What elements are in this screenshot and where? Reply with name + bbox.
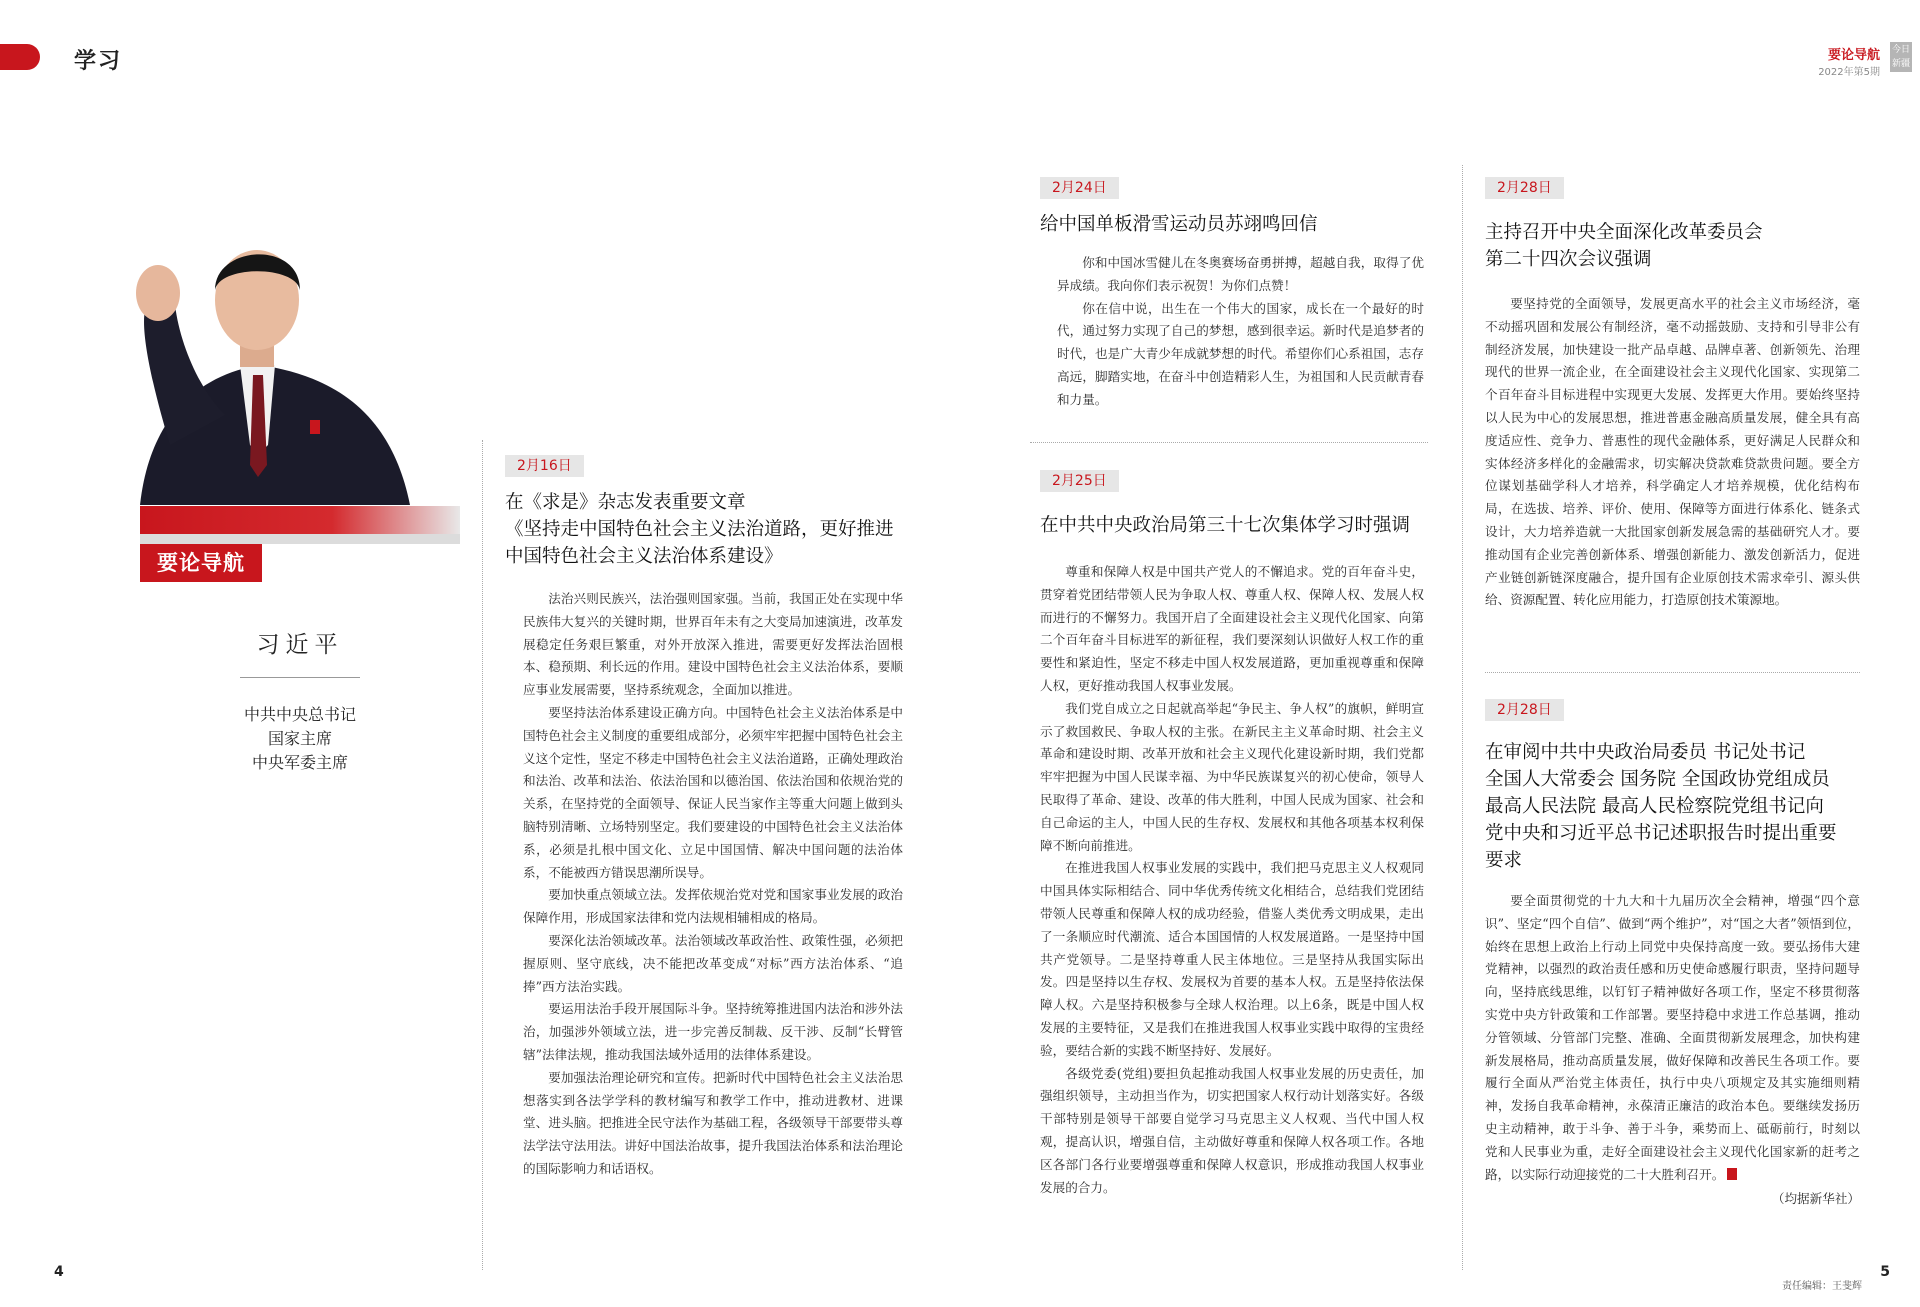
section-title: 学习 (74, 49, 123, 74)
header-brand: 要论导航 (1827, 48, 1880, 63)
title-line: 《坚持走中国特色社会主义法治道路，更好推进 (505, 519, 894, 540)
paragraph: 要坚持党的全面领导，发展更高水平的社会主义市场经济，毫不动摇巩固和发展公有制经济，毫不动摇鼓励、支持和引导非公有制经济发展，加快建设一批产品卓越、品牌卓著、创新领先、治理现代的世界一流企业，在全面建设社会主义现代化国家、实现第二个百年奋斗目标进程中实现更大发展、发挥更大作用。要始终坚持以人民为中心的发展思想，推进普惠金融高质量发展，健全具有高度适应性、竞争力、普惠性的现代金融体系，更好满足人民群众和实体经济多样化的金融需求，切实解决贷款难贷款贵问题。要全方位谋划基础学科人才培养，科学确定人才培养规模，优化结构布局，在选拔、培养、评价、使用、保障等方面进行体系化、链条式设计，大力培养造就一大批国家创新发展急需的基础研究人才。要推动国有企业完善创新体系、增强创新能力、激发创新活力，促进产业链创新链深度融合，提升国有企业原创技术需求牵引、源头供给、资源配置、转化应用能力，打造原创技术策源地。 (1485, 296, 1860, 608)
person-name: 习近平 (256, 632, 344, 658)
end-mark-icon (1727, 1168, 1737, 1180)
paragraph: 法治兴则民族兴，法治强则国家强。当前，我国正处在实现中华民族伟大复兴的关键时期，世界百年未有之大变局加速演进，改革发展稳定任务艰巨繁重，对外开放深入推进，需要更好发挥法治固根本、稳预期、利长远的作用。建设中国特色社会主义法治体系，要顺应事业发展需要，坚持系统观念，全面加以推进。 (523, 591, 903, 698)
name-divider (240, 677, 360, 678)
article-body (505, 588, 905, 1181)
paragraph: 你和中国冰雪健儿在冬奥赛场奋勇拼搏，超越自我，取得了优异成绩。我向你们表示祝贺！为你们点赞！ (1057, 255, 1424, 293)
paragraph: 尊重和保障人权是中国共产党人的不懈追求。党的百年奋斗史，贯穿着党团结带领人民为争取人权、尊重人权、保障人权、发展人权而进行的不懈努力。我国开启了全面建设社会主义现代化国家、向第二个百年奋斗目标进军的新征程，我们要深刻认识做好人权工作的重要性和紧迫性，坚定不移走中国人权发展道路，更加重视尊重和保障人权，更好推动我国人权事业发展。 (1040, 564, 1424, 693)
article-title (1485, 219, 1860, 273)
article-title (1040, 211, 1430, 238)
paragraph: 要加快重点领域立法。发挥依规治党对党和国家事业发展的政治保障作用，形成国家法律和党内法规相辅相成的格局。 (523, 887, 903, 926)
article-date: 2月25日 (1040, 470, 1119, 492)
source-credit: （均据新华社） (1771, 1191, 1860, 1207)
person-titles (200, 703, 400, 775)
title-line: 要求 (1485, 850, 1523, 871)
paragraph: 要加强法治理论研究和宣传。把新时代中国特色社会主义法治思想落实到各法学学科的教材编写和教学工作中，推动进教材、进课堂、进头脑。把推进全民守法作为基础工程，各级领导干部要带头尊法学法守法用法。讲好中国法治故事，提升我国法治体系和法治理论的国际影响力和话语权。 (523, 1069, 903, 1176)
title-line: 中国特色社会主义法治体系建设》 (505, 546, 783, 567)
grey-band (140, 534, 460, 544)
editor-credit: 责任编辑：王斐辉 (1782, 1281, 1862, 1292)
article-body (1485, 293, 1860, 612)
article-body (1040, 252, 1430, 412)
title-line: 在《求是》杂志发表重要文章 (505, 492, 746, 513)
article-body (1040, 561, 1430, 1199)
article-title (505, 489, 905, 570)
red-band (140, 506, 460, 534)
paragraph: 在推进我国人权事业发展的实践中，我们把马克思主义人权观同中国具体实际相结合、同中华优秀传统文化相结合，总结我们党团结带领人民尊重和保障人权的成功经验，借鉴人类优秀文明成果，走出了一条顺应时代潮流、适合本国国情的人权发展道路。一是坚持中国共产党领导。二是坚持尊重人民主体地位。三是坚持从我国实际出发。四是坚持以生存权、发展权为首要的基本人权。五是坚持依法保障人权。六是坚持积极参与全球人权治理。以上6条，既是中国人权发展的主要特征，又是我们在推进我国人权事业实践中取得的宝贵经验，要结合新的实践不断坚持好、发展好。 (1040, 860, 1424, 1058)
person-title: 中共中央总书记 (243, 705, 356, 724)
header-issue: 2022年第5期 (1818, 67, 1880, 78)
page-number-left: 4 (54, 1264, 64, 1280)
article-body (1485, 890, 1860, 1211)
article-title (1485, 739, 1860, 874)
article-date: 2月28日 (1485, 699, 1564, 721)
article-feb16 (505, 455, 905, 1181)
title-line: 给中国单板滑雪运动员苏翊鸣回信 (1040, 214, 1318, 235)
column-divider (482, 440, 483, 1270)
title-line: 全国人大常委会 国务院 全国政协党组成员 (1485, 769, 1830, 790)
title-line: 党中央和习近平总书记述职报告时提出重要 (1485, 823, 1837, 844)
header-badge: 今日 新疆 (1890, 42, 1912, 72)
title-line: 在审阅中共中央政治局委员 书记处书记 (1485, 742, 1806, 763)
page-number-right: 5 (1880, 1264, 1890, 1280)
title-line: 第二十四次会议强调 (1485, 249, 1652, 270)
article-feb28-reports (1485, 699, 1860, 1211)
paragraph: 要深化法治领域改革。法治领域改革政治性、政策性强，必须把握原则、坚守底线，决不能把改革变成“对标”西方法治体系、“追捧”西方法治实践。 (523, 932, 903, 994)
paragraph: 你在信中说，出生在一个伟大的国家，成长在一个最好的时代，通过努力实现了自己的梦想，感到很幸运。新时代是追梦者的时代，也是广大青少年成就梦想的时代。希望你们心系祖国，志存高远，脚踏实地，在奋斗中创造精彩人生，为祖国和人民贡献青春和力量。 (1057, 300, 1424, 407)
article-separator (1030, 442, 1428, 443)
section-marker (0, 44, 40, 70)
article-feb25 (1040, 470, 1430, 1199)
paragraph: 要运用法治手段开展国际斗争。坚持统筹推进国内法治和涉外法治，加强涉外领域立法，进一步完善反制裁、反干涉、反制“长臂管辖”法律法规，推动我国法域外适用的法律体系建设。 (523, 1001, 903, 1062)
paragraph: 我们党自成立之日起就高举起“争民主、争人权”的旗帜，鲜明宣示了救国救民、争取人权的主张。在新民主主义革命时期、社会主义革命和建设时期、改革开放和社会主义现代化建设新时期，我们党都牢牢把握为中国人民谋幸福、为中华民族谋复兴的初心使命，领导人民取得了革命、建设、改革的伟大胜利，中国人民成为国家、社会和自己命运的主人，中国人民的生存权、发展权和其他各项基本权利保障不断向前推进。 (1040, 700, 1424, 853)
paragraph (1485, 890, 1860, 1186)
portrait-photo (110, 215, 420, 505)
article-date: 2月28日 (1485, 177, 1564, 199)
column-tag: 要论导航 (140, 544, 262, 582)
article-feb28-reform (1485, 177, 1860, 612)
paragraph-text: 要全面贯彻党的十九大和十九届历次全会精神，增强“四个意识”、坚定“四个自信”、做到“两个维护”，对“国之大者”领悟到位，始终在思想上政治上行动上同党中央保持高度一致。要弘扬伟大建党精神，以强烈的政治责任感和历史使命感履行职责，坚持问题导向，坚持底线思维，以钉钉子精神做好各项工作，坚定不移贯彻落实党中央方针政策和工作部署。要坚持稳中求进工作总基调，推动分管领域、分管部门完整、准确、全面贯彻新发展理念，加快构建新发展格局，推动高质量发展，做好保障和改善民生各项工作。要履行全面从严治党主体责任，执行中央八项规定及其实施细则精神，发扬自我革命精神，永葆清正廉洁的政治本色。要继续发扬历史主动精神，敢于斗争、善于斗争，乘势而上、砥砺前行，时刻以党和人民事业为重，走好全面建设社会主义现代化国家新的赶考之路，以实际行动迎接党的二十大胜利召开。 (1485, 893, 1860, 1182)
paragraph: 要坚持法治体系建设正确方向。中国特色社会主义法治体系是中国特色社会主义制度的重要组成部分，必须牢牢把握中国特色社会主义这个定性，坚定不移走中国特色社会主义法治道路，正确处理政治和法治、改革和法治、依法治国和以德治国、依法治国和依规治党的关系，在坚持党的全面领导、保证人民当家作主等重大问题上做到头脑特别清晰、立场特别坚定。我们要建设的中国特色社会主义法治体系，必须是扎根中国文化、立足中国国情、解决中国问题的法治体系，不能被西方错误思潮所误导。 (523, 704, 903, 880)
article-title (1040, 512, 1430, 539)
person-title: 国家主席 (267, 729, 332, 748)
person-title: 中央军委主席 (251, 753, 348, 772)
article-date: 2月24日 (1040, 177, 1119, 199)
column-divider (1462, 165, 1463, 1270)
title-line: 主持召开中央全面深化改革委员会 (1485, 222, 1763, 243)
title-line: 在中共中央政治局第三十七次集体学习时强调 (1040, 515, 1411, 536)
paragraph: 各级党委(党组)要担负起推动我国人权事业发展的历史责任，加强组织领导，主动担当作为，切实把国家人权行动计划落实好。各级干部特别是领导干部要自觉学习马克思主义人权观、当代中国人权观，提高认识，增强自信，主动做好尊重和保障人权各项工作。各地区各部门各行业要增强尊重和保障人权意识，形成推动我国人权事业发展的合力。 (1040, 1065, 1424, 1195)
article-feb24 (1040, 177, 1430, 412)
article-separator (1485, 672, 1860, 673)
article-date: 2月16日 (505, 455, 584, 477)
title-line: 最高人民法院 最高人民检察院党组书记向 (1485, 796, 1824, 817)
running-header (1818, 44, 1880, 78)
